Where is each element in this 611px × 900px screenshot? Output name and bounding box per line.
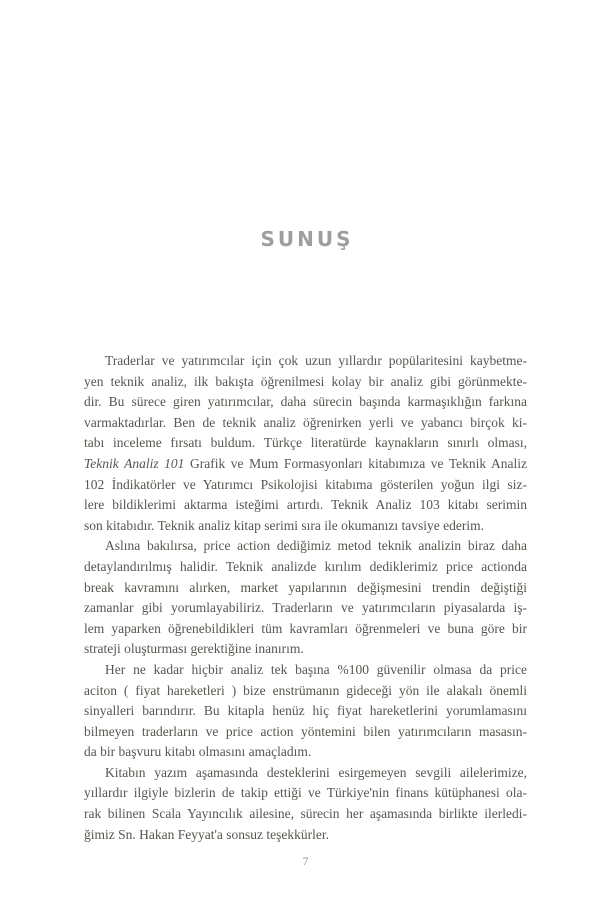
text-line: yen teknik analiz, ilk bakışta öğrenilmesi kolay bir analiz gibi görünmekte- bbox=[84, 373, 527, 389]
body-text bbox=[84, 351, 527, 845]
paragraph-2 bbox=[84, 536, 527, 660]
text-line: varmaktadırlar. Ben de teknik analiz öğrenirken yerli ve yabancı birçok ki- bbox=[84, 414, 527, 430]
text-line: bilmeyen traderların ve price action yöntemini bilen yatırımcıların masasın- bbox=[84, 723, 527, 739]
text-line: Traderlar ve yatırımcılar için çok uzun yıllardır popülaritesini kaybetme- bbox=[105, 353, 527, 368]
text-line: lem yaparken öğrenebildikleri tüm kavramları öğrenmeleri ve buna göre bir bbox=[84, 620, 527, 636]
text-line: son kitabıdır. Teknik analiz kitap serimi sıra ile okumanızı tavsiye ederim. bbox=[84, 517, 484, 533]
text-line: break kavramını alırken, market yapılarının değişmesini trendin değiştiği bbox=[84, 579, 527, 595]
book-series-title-italic: Teknik Analiz 101 bbox=[84, 455, 185, 471]
chapter-title: SUNUŞ bbox=[260, 227, 354, 251]
text-line: aciton ( fiyat hareketleri ) bize enstrümanın gideceği yön ile alakalı önemli bbox=[84, 682, 527, 698]
text-line: Aslına bakılırsa, price action dediğimiz metod teknik analizin biraz daha bbox=[105, 538, 527, 554]
text-line: dir. Bu sürece giren yatırımcılar, daha sürecin başında karmaşıklığın farkına bbox=[84, 394, 527, 410]
text-segment: Grafik ve Mum Formasyonları kitabımıza ve Teknik Analiz bbox=[184, 455, 527, 471]
paragraph-3 bbox=[84, 660, 527, 763]
text-line: lere bildiklerimi aktarma isteğimi artırdı. Teknik Analiz 103 kitabı serimin bbox=[84, 497, 527, 513]
paragraph-4 bbox=[84, 763, 527, 845]
text-line: strateji oluşturması gerektiğine inanırım. bbox=[84, 641, 304, 657]
text-line: detaylandırılmış halidir. Teknik analizde kırılım dediklerimiz price actionda bbox=[84, 558, 527, 574]
text-line: da bir başvuru kitabı olmasını amaçladım. bbox=[84, 744, 312, 760]
text-line: Her ne kadar hiçbir analiz tek başına %100 güvenilir olmasa da price bbox=[105, 661, 527, 677]
text-line: tabı inceleme fırsatı buldum. Türkçe literatürde kaynakların sınırlı olması, bbox=[84, 435, 527, 451]
page-number: 7 bbox=[302, 856, 309, 868]
text-line: rak bilinen Scala Yayıncılık ailesine, sürecin her aşamasında birlikte ilerledi- bbox=[84, 806, 527, 822]
paragraph-1 bbox=[84, 351, 527, 536]
text-line: 102 İndikatörler ve Yatırımcı Psikolojisi kitabıma gösterilen yoğun ilgi siz- bbox=[84, 476, 527, 492]
text-line: Kitabın yazım aşamasında desteklerini esirgemeyen sevgili ailelerimize, bbox=[105, 764, 527, 780]
text-line: yıllardır ilgiyle bizlerin de takip ettiği ve Türkiye'nin finans kütüphanesi ola- bbox=[84, 785, 527, 801]
text-line: ğimiz Sn. Hakan Feyyat'a sonsuz teşekkürler. bbox=[84, 826, 330, 842]
text-line: zamanlar gibi yorumlayabiliriz. Traderların ve yatırımcıların piyasalarda iş- bbox=[84, 600, 527, 616]
text-line bbox=[84, 454, 527, 475]
text-line: sinyalleri barındırır. Bu kitapla henüz hiç fiyat hareketlerini yorumlamasını bbox=[84, 703, 527, 719]
